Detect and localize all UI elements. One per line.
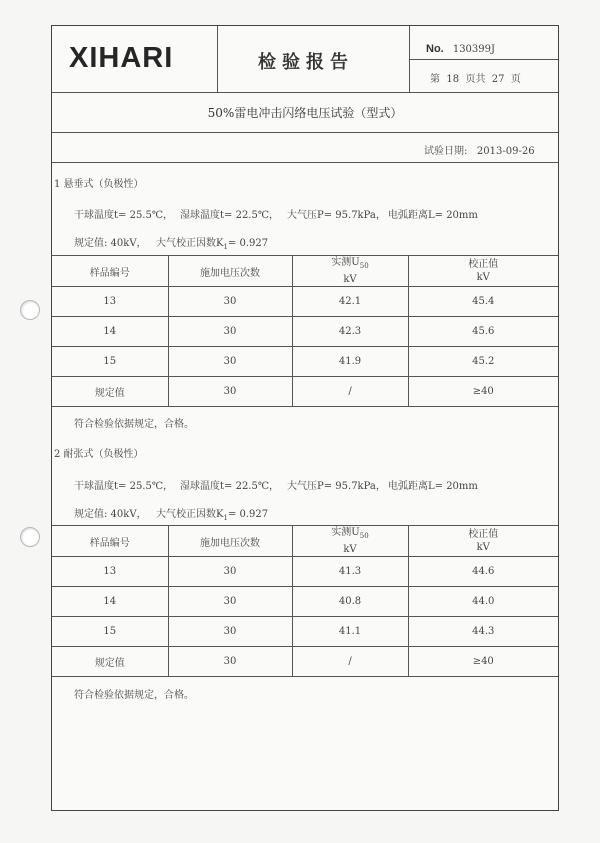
report-heading: 检验报告: [258, 52, 354, 73]
cell-corrected: 45.2: [408, 347, 558, 377]
results-table-2: [52, 525, 558, 677]
cell-measured: 40.8: [292, 587, 408, 617]
col-sample: 样品编号: [52, 256, 168, 287]
page-indicator: 第 18 页共 27 页: [430, 74, 521, 85]
col-corrected: 校正值 kV: [408, 256, 558, 287]
cell-count: 30: [168, 317, 292, 347]
cell-count: 30: [168, 377, 292, 407]
col-corrected: 校正值 kV: [408, 526, 558, 557]
results-table-1: [52, 255, 558, 407]
section-1-conclusion: 符合检验依据规定，合格。: [74, 419, 194, 430]
cell-count: 30: [168, 347, 292, 377]
cell-measured: 42.1: [292, 287, 408, 317]
table-row: [52, 317, 558, 347]
cell-measured: 41.9: [292, 347, 408, 377]
col-measured: 实测$U_{50}$ kV: [292, 526, 408, 557]
test-date: 试验日期: 2013-09-26: [424, 146, 535, 157]
arc-distance: 电弧距离L= 20mm: [388, 481, 478, 492]
table-header-row: [52, 256, 558, 287]
specified-value: 规定值: 40kV，: [74, 509, 147, 520]
cell-corrected: 44.3: [408, 617, 558, 647]
cell-count: 30: [168, 557, 292, 587]
report-page: [51, 25, 559, 811]
cell-sample: 规定值: [52, 377, 168, 407]
cell-corrected: ≥40: [408, 377, 558, 407]
section-1-heading: 1 悬垂式（负极性）: [54, 179, 144, 190]
table-header-row: [52, 526, 558, 557]
cell-count: 30: [168, 617, 292, 647]
cell-measured: /: [292, 647, 408, 677]
dry-bulb-temp: 干球温度t= 25.5℃，: [74, 481, 174, 492]
correction-factor: 大气校正因数$K_1= 0.927$: [156, 509, 269, 522]
specified-value: 规定值: 40kV，: [74, 238, 147, 249]
punch-hole: [20, 527, 40, 547]
cell-count: 30: [168, 647, 292, 677]
col-measured: 实测$U_{50}$ kV: [292, 256, 408, 287]
col-sample: 样品编号: [52, 526, 168, 557]
report-number: [426, 37, 495, 56]
cell-sample: 规定值: [52, 647, 168, 677]
report-number-label: No.: [426, 43, 444, 55]
cell-corrected: 44.6: [408, 557, 558, 587]
table-row-spec: [52, 377, 558, 407]
cell-corrected: 44.0: [408, 587, 558, 617]
col-count: 施加电压次数: [168, 256, 292, 287]
cell-count: 30: [168, 587, 292, 617]
table-row: [52, 587, 558, 617]
col-count: 施加电压次数: [168, 526, 292, 557]
arc-distance: 电弧距离L= 20mm: [388, 210, 478, 221]
punch-hole: [20, 300, 40, 320]
report-number-value: 130399J: [452, 44, 496, 55]
cell-sample: 13: [52, 557, 168, 587]
cell-measured: 41.1: [292, 617, 408, 647]
air-pressure: 大气压P= 95.7kPa，: [287, 481, 386, 492]
logo: XIHARI: [69, 42, 174, 74]
wet-bulb-temp: 湿球温度t= 22.5℃，: [180, 210, 280, 221]
cell-corrected: 45.6: [408, 317, 558, 347]
table-row: [52, 287, 558, 317]
cell-sample: 13: [52, 287, 168, 317]
cell-sample: 15: [52, 347, 168, 377]
table-row-spec: [52, 647, 558, 677]
cell-measured: 42.3: [292, 317, 408, 347]
section-2-conclusion: 符合检验依据规定，合格。: [74, 690, 194, 701]
cell-count: 30: [168, 287, 292, 317]
dry-bulb-temp: 干球温度t= 25.5℃，: [74, 210, 174, 221]
wet-bulb-temp: 湿球温度t= 22.5℃，: [180, 481, 280, 492]
cell-measured: 41.3: [292, 557, 408, 587]
section-2-heading: 2 耐张式（负极性）: [54, 449, 144, 460]
cell-corrected: 45.4: [408, 287, 558, 317]
cell-corrected: ≥40: [408, 647, 558, 677]
correction-factor: 大气校正因数$K_1= 0.927$: [156, 238, 269, 251]
cell-sample: 15: [52, 617, 168, 647]
cell-measured: /: [292, 377, 408, 407]
cell-sample: 14: [52, 317, 168, 347]
table-row: [52, 347, 558, 377]
air-pressure: 大气压P= 95.7kPa，: [287, 210, 386, 221]
table-row: [52, 617, 558, 647]
test-title: 50%雷电冲击闪络电压试验（型式）: [207, 106, 403, 120]
cell-sample: 14: [52, 587, 168, 617]
table-row: [52, 557, 558, 587]
